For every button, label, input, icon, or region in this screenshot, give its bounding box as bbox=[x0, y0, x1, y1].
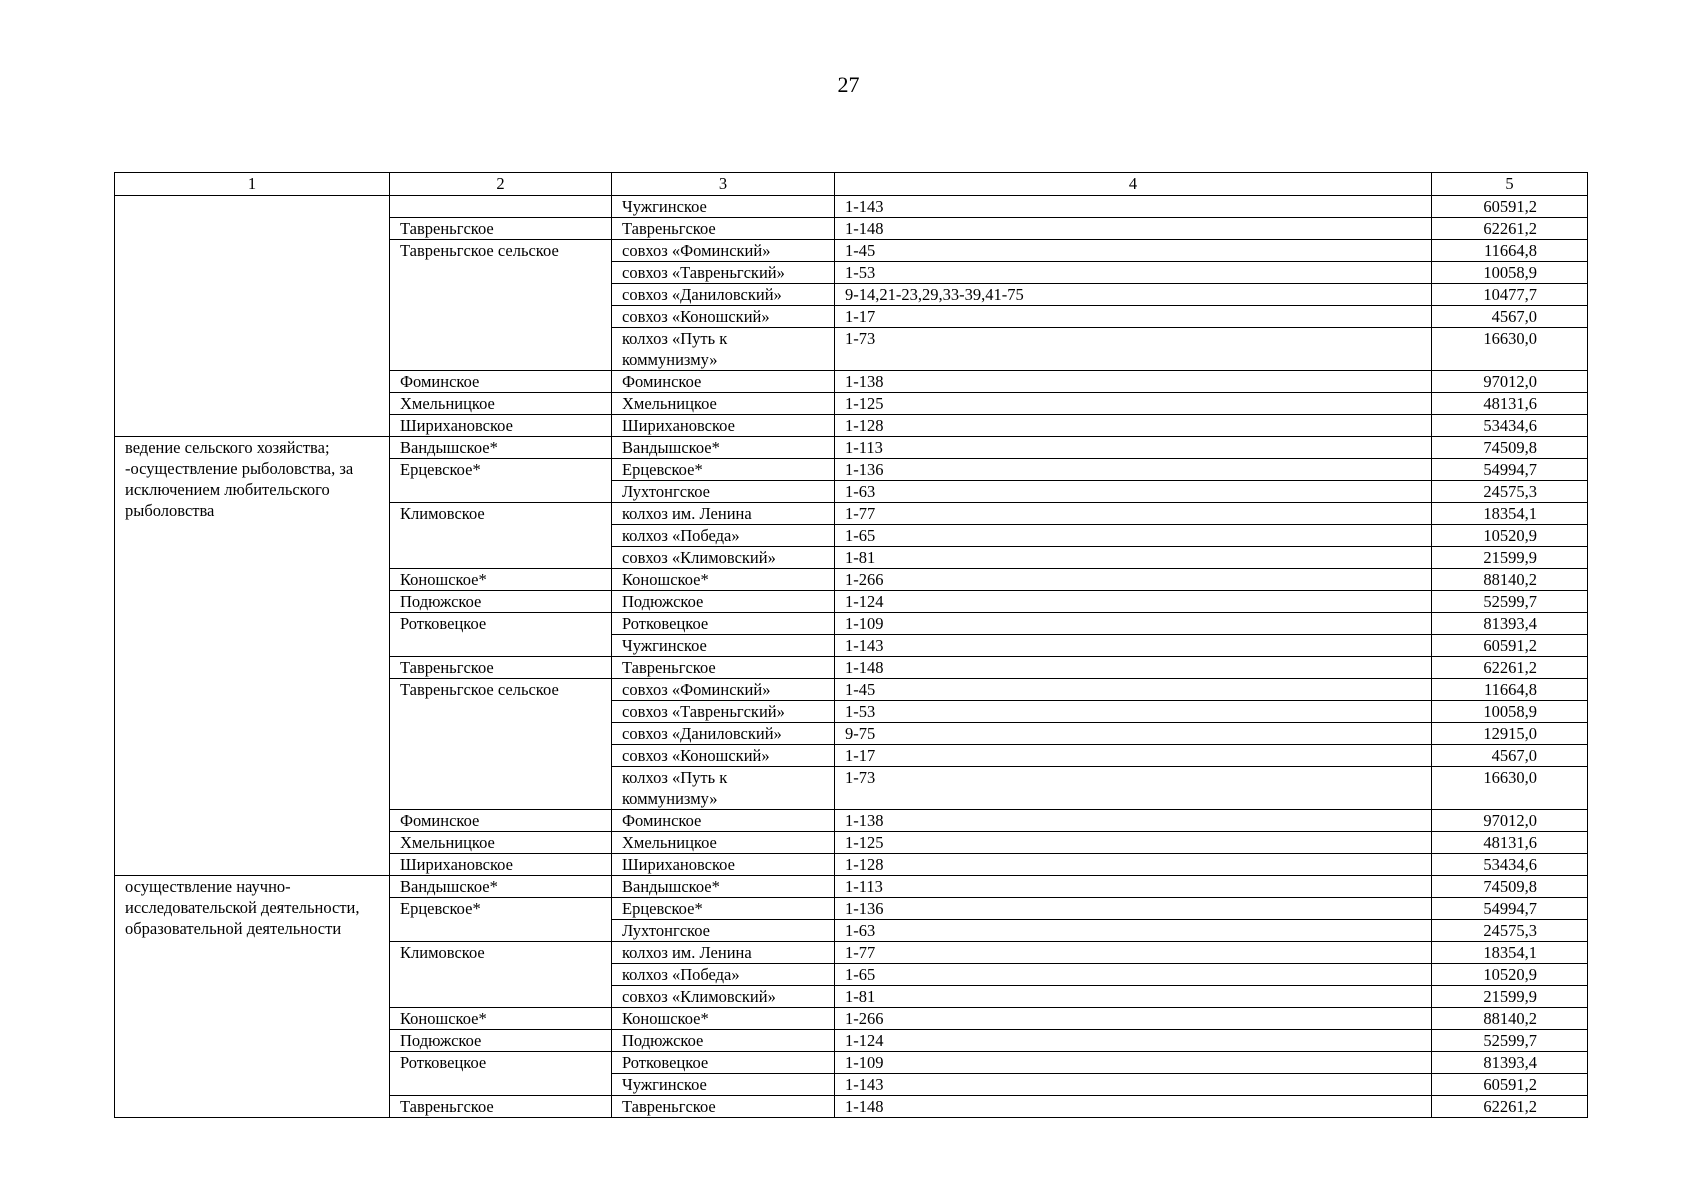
cell-unit: колхоз «Путь к коммунизму» bbox=[612, 328, 835, 371]
header-col-2: 2 bbox=[390, 173, 612, 196]
table-row bbox=[115, 437, 1588, 459]
cell-quarters: 1-124 bbox=[835, 591, 1432, 613]
cell-area: 88140,2 bbox=[1432, 569, 1588, 591]
cell-area: 74509,8 bbox=[1432, 876, 1588, 898]
cell-quarters: 1-73 bbox=[835, 767, 1432, 810]
cell-quarters: 1-148 bbox=[835, 218, 1432, 240]
cell-quarters: 1-138 bbox=[835, 371, 1432, 393]
cell-settlement: Фоминское bbox=[390, 810, 612, 832]
cell-settlement: Хмельницкое bbox=[390, 393, 612, 415]
cell-unit: Тавреньгское bbox=[612, 218, 835, 240]
cell-area: 10477,7 bbox=[1432, 284, 1588, 306]
cell-quarters: 1-63 bbox=[835, 481, 1432, 503]
cell-quarters: 1-77 bbox=[835, 503, 1432, 525]
cell-unit: Коношское* bbox=[612, 1008, 835, 1030]
cell-area: 81393,4 bbox=[1432, 613, 1588, 635]
cell-quarters: 1-113 bbox=[835, 876, 1432, 898]
cell-unit: колхоз им. Ленина bbox=[612, 503, 835, 525]
cell-quarters: 1-109 bbox=[835, 1052, 1432, 1074]
cell-unit: совхоз «Даниловский» bbox=[612, 284, 835, 306]
cell-area: 54994,7 bbox=[1432, 898, 1588, 920]
header-col-4: 4 bbox=[835, 173, 1432, 196]
cell-settlement: Коношское* bbox=[390, 569, 612, 591]
cell-quarters: 1-266 bbox=[835, 569, 1432, 591]
cell-quarters: 1-125 bbox=[835, 832, 1432, 854]
cell-activity: осуществление научно-исследовательской деятельности, образовательной деятельности bbox=[115, 876, 390, 1118]
cell-settlement: Тавреньгское bbox=[390, 1096, 612, 1118]
cell-unit: Подюжское bbox=[612, 1030, 835, 1052]
cell-unit: Вандышское* bbox=[612, 876, 835, 898]
cell-unit: колхоз «Победа» bbox=[612, 964, 835, 986]
cell-area: 97012,0 bbox=[1432, 810, 1588, 832]
cell-area: 10058,9 bbox=[1432, 262, 1588, 284]
cell-quarters: 1-113 bbox=[835, 437, 1432, 459]
cell-quarters: 1-45 bbox=[835, 240, 1432, 262]
cell-settlement: Хмельницкое bbox=[390, 832, 612, 854]
cell-settlement: Шириханoвское bbox=[390, 415, 612, 437]
cell-settlement: Коношское* bbox=[390, 1008, 612, 1030]
cell-unit: Шириханoвское bbox=[612, 854, 835, 876]
cell-area: 74509,8 bbox=[1432, 437, 1588, 459]
cell-quarters: 1-128 bbox=[835, 854, 1432, 876]
cell-quarters: 1-63 bbox=[835, 920, 1432, 942]
cell-settlement: Климовское bbox=[390, 503, 612, 569]
cell-unit: Чужгинское bbox=[612, 635, 835, 657]
cell-unit: Чужгинское bbox=[612, 1074, 835, 1096]
cell-area: 52599,7 bbox=[1432, 591, 1588, 613]
cell-unit: колхоз «Победа» bbox=[612, 525, 835, 547]
cell-settlement: Ерцевское* bbox=[390, 898, 612, 942]
cell-settlement: Подюжское bbox=[390, 1030, 612, 1052]
cell-activity: ведение сельского хозяйства; -осуществление рыболовства, за исключением любительского рыболовства bbox=[115, 437, 390, 876]
cell-unit: Шириханoвское bbox=[612, 415, 835, 437]
cell-unit: Коношское* bbox=[612, 569, 835, 591]
cell-area: 62261,2 bbox=[1432, 1096, 1588, 1118]
cell-unit: Ротковецкое bbox=[612, 1052, 835, 1074]
cell-settlement: Вандышское* bbox=[390, 437, 612, 459]
header-col-1: 1 bbox=[115, 173, 390, 196]
cell-unit: Вандышское* bbox=[612, 437, 835, 459]
cell-unit: совхоз «Тавреньгский» bbox=[612, 701, 835, 723]
cell-quarters: 9-14,21-23,29,33-39,41-75 bbox=[835, 284, 1432, 306]
cell-quarters: 1-266 bbox=[835, 1008, 1432, 1030]
cell-quarters: 1-143 bbox=[835, 196, 1432, 218]
cell-area: 16630,0 bbox=[1432, 767, 1588, 810]
cell-quarters: 1-53 bbox=[835, 262, 1432, 284]
cell-area: 10520,9 bbox=[1432, 964, 1588, 986]
cell-unit: совхоз «Фоминский» bbox=[612, 240, 835, 262]
cell-unit: Фоминское bbox=[612, 810, 835, 832]
cell-quarters: 1-128 bbox=[835, 415, 1432, 437]
cell-quarters: 1-148 bbox=[835, 1096, 1432, 1118]
cell-unit: совхоз «Даниловский» bbox=[612, 723, 835, 745]
cell-settlement: Ерцевское* bbox=[390, 459, 612, 503]
cell-unit: Хмельницкое bbox=[612, 832, 835, 854]
cell-settlement: Тавреньгское bbox=[390, 218, 612, 240]
cell-area: 11664,8 bbox=[1432, 679, 1588, 701]
cell-settlement: Подюжское bbox=[390, 591, 612, 613]
cell-unit: совхоз «Тавреньгский» bbox=[612, 262, 835, 284]
cell-unit: совхоз «Фоминский» bbox=[612, 679, 835, 701]
cell-area: 4567,0 bbox=[1432, 306, 1588, 328]
cell-area: 81393,4 bbox=[1432, 1052, 1588, 1074]
cell-area: 11664,8 bbox=[1432, 240, 1588, 262]
cell-quarters: 1-17 bbox=[835, 745, 1432, 767]
cell-settlement: Климовское bbox=[390, 942, 612, 1008]
cell-unit: Ерцевское* bbox=[612, 898, 835, 920]
header-col-5: 5 bbox=[1432, 173, 1588, 196]
cell-quarters: 1-53 bbox=[835, 701, 1432, 723]
cell-unit: совхоз «Коношский» bbox=[612, 306, 835, 328]
cell-area: 60591,2 bbox=[1432, 635, 1588, 657]
cell-area: 88140,2 bbox=[1432, 1008, 1588, 1030]
cell-activity bbox=[115, 196, 390, 437]
cell-unit: Фоминское bbox=[612, 371, 835, 393]
cell-unit: Чужгинское bbox=[612, 196, 835, 218]
cell-quarters: 1-65 bbox=[835, 964, 1432, 986]
cell-quarters: 1-77 bbox=[835, 942, 1432, 964]
cell-unit: Хмельницкое bbox=[612, 393, 835, 415]
cell-unit: совхоз «Климовский» bbox=[612, 547, 835, 569]
cell-area: 53434,6 bbox=[1432, 854, 1588, 876]
cell-area: 62261,2 bbox=[1432, 657, 1588, 679]
header-row bbox=[115, 173, 1588, 196]
cell-area: 97012,0 bbox=[1432, 371, 1588, 393]
table-row bbox=[115, 876, 1588, 898]
cell-unit: совхоз «Климовский» bbox=[612, 986, 835, 1008]
cell-area: 10058,9 bbox=[1432, 701, 1588, 723]
cell-quarters: 1-81 bbox=[835, 986, 1432, 1008]
cell-unit: Лухтонгское bbox=[612, 481, 835, 503]
cell-quarters: 1-17 bbox=[835, 306, 1432, 328]
cell-settlement: Фоминское bbox=[390, 371, 612, 393]
cell-area: 12915,0 bbox=[1432, 723, 1588, 745]
cell-area: 16630,0 bbox=[1432, 328, 1588, 371]
cell-area: 62261,2 bbox=[1432, 218, 1588, 240]
cell-unit: колхоз им. Ленина bbox=[612, 942, 835, 964]
cell-area: 53434,6 bbox=[1432, 415, 1588, 437]
cell-quarters: 1-136 bbox=[835, 459, 1432, 481]
cell-settlement: Шириханoвское bbox=[390, 854, 612, 876]
cell-quarters: 1-143 bbox=[835, 1074, 1432, 1096]
cell-quarters: 1-65 bbox=[835, 525, 1432, 547]
cell-unit: Ротковецкое bbox=[612, 613, 835, 635]
cell-settlement: Тавреньгское bbox=[390, 657, 612, 679]
cell-unit: колхоз «Путь к коммунизму» bbox=[612, 767, 835, 810]
cell-area: 21599,9 bbox=[1432, 547, 1588, 569]
page-number: 27 bbox=[837, 72, 860, 97]
cell-quarters: 1-45 bbox=[835, 679, 1432, 701]
cell-area: 52599,7 bbox=[1432, 1030, 1588, 1052]
cell-settlement: Вандышское* bbox=[390, 876, 612, 898]
cell-area: 60591,2 bbox=[1432, 196, 1588, 218]
cell-quarters: 1-136 bbox=[835, 898, 1432, 920]
cell-area: 60591,2 bbox=[1432, 1074, 1588, 1096]
cell-quarters: 9-75 bbox=[835, 723, 1432, 745]
cell-unit: совхоз «Коношский» bbox=[612, 745, 835, 767]
cell-settlement bbox=[390, 196, 612, 218]
cell-settlement: Ротковецкое bbox=[390, 1052, 612, 1096]
cell-area: 24575,3 bbox=[1432, 481, 1588, 503]
cell-quarters: 1-81 bbox=[835, 547, 1432, 569]
cell-settlement: Тавреньгское сельское bbox=[390, 240, 612, 371]
cell-area: 4567,0 bbox=[1432, 745, 1588, 767]
cell-quarters: 1-124 bbox=[835, 1030, 1432, 1052]
header-col-3: 3 bbox=[612, 173, 835, 196]
cell-area: 21599,9 bbox=[1432, 986, 1588, 1008]
cell-area: 24575,3 bbox=[1432, 920, 1588, 942]
cell-settlement: Тавреньгское сельское bbox=[390, 679, 612, 810]
cell-quarters: 1-143 bbox=[835, 635, 1432, 657]
cell-unit: Подюжское bbox=[612, 591, 835, 613]
cell-quarters: 1-109 bbox=[835, 613, 1432, 635]
cell-quarters: 1-73 bbox=[835, 328, 1432, 371]
cell-quarters: 1-125 bbox=[835, 393, 1432, 415]
cell-area: 18354,1 bbox=[1432, 503, 1588, 525]
cell-area: 18354,1 bbox=[1432, 942, 1588, 964]
table-row bbox=[115, 196, 1588, 218]
cell-unit: Ерцевское* bbox=[612, 459, 835, 481]
cell-unit: Тавреньгское bbox=[612, 657, 835, 679]
cell-unit: Тавреньгское bbox=[612, 1096, 835, 1118]
cell-quarters: 1-138 bbox=[835, 810, 1432, 832]
cell-settlement: Ротковецкое bbox=[390, 613, 612, 657]
cell-area: 48131,6 bbox=[1432, 832, 1588, 854]
cell-area: 48131,6 bbox=[1432, 393, 1588, 415]
cell-area: 54994,7 bbox=[1432, 459, 1588, 481]
cell-quarters: 1-148 bbox=[835, 657, 1432, 679]
table-body bbox=[115, 196, 1588, 1118]
cell-unit: Лухтонгское bbox=[612, 920, 835, 942]
land-table bbox=[114, 172, 1588, 1118]
cell-area: 10520,9 bbox=[1432, 525, 1588, 547]
